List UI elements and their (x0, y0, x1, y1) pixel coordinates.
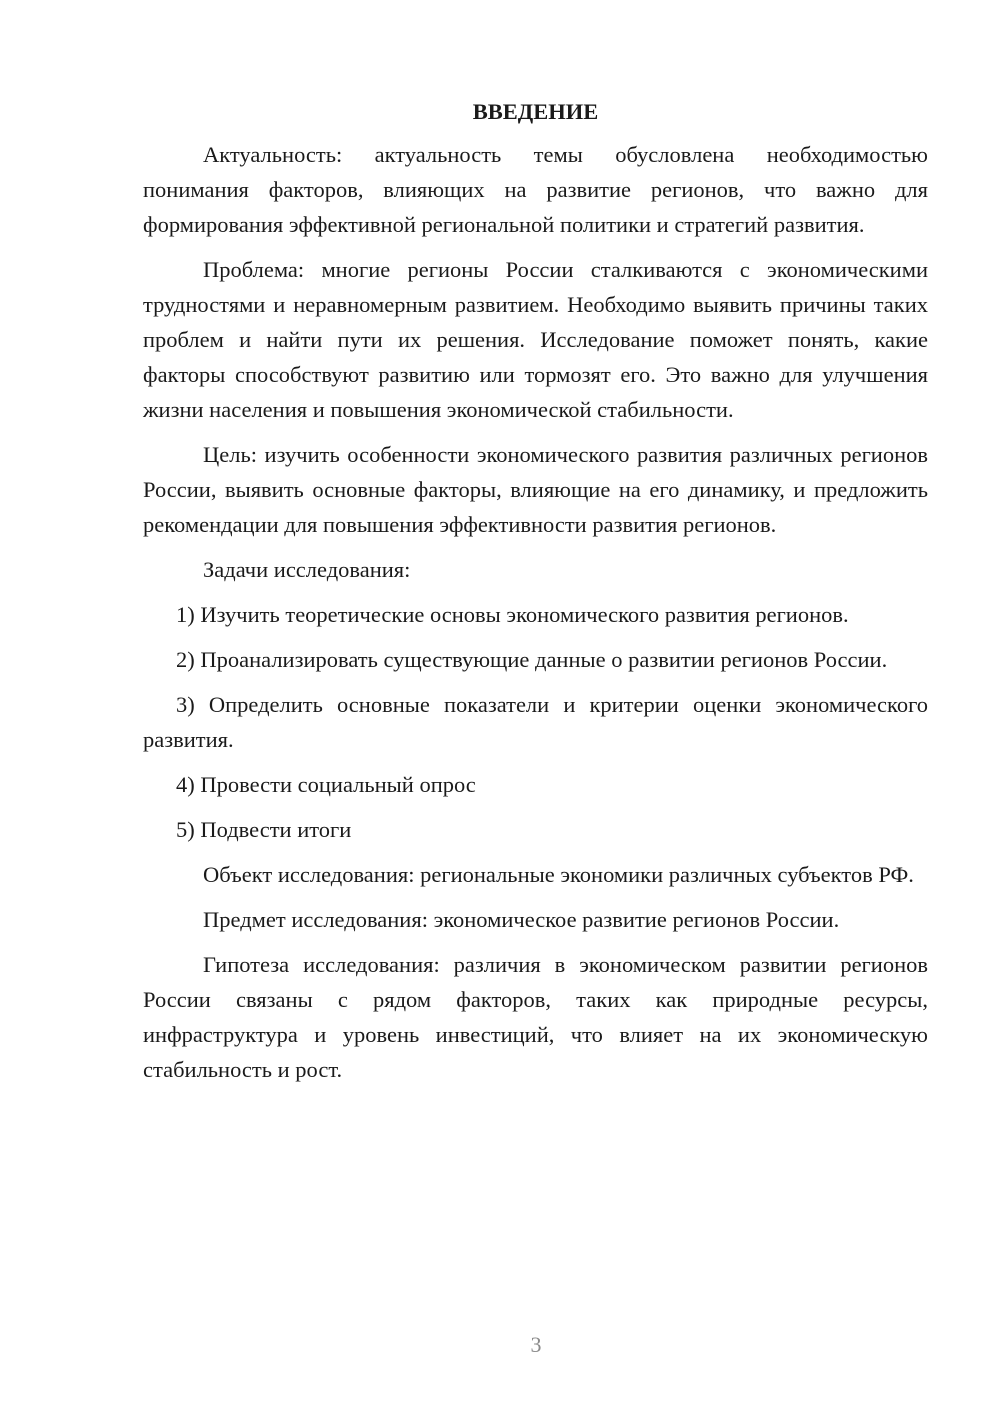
object-paragraph: Объект исследования: региональные экономики различных субъектов РФ. (203, 862, 914, 887)
hypothesis-paragraph: Гипотеза исследования: различия в экономическом развитии регионов России связаны с рядом факторов, таких как природные ресурсы, инфраструктура и уровень инвестиций, что влияет на их экономическую стабильность и рост. (143, 952, 928, 1082)
goal-paragraph: Цель: изучить особенности экономического развития различных регионов России, выявить основные факторы, влияющие на его динамику, и предложить рекомендации для повышения эффективности развития регионов. (143, 442, 928, 537)
task-item-2: 2) Проанализировать существующие данные о развитии регионов России. (176, 647, 888, 672)
task-item-3: 3) Определить основные показатели и критерии оценки экономического развития. (143, 692, 928, 752)
problem-paragraph: Проблема: многие регионы России сталкиваются с экономическими трудностями и неравномерным развитием. Необходимо выявить причины таких проблем и найти пути их решения. Исследование поможет понять, какие факторы способствуют развитию или тормозят его. Это важно для улучшения жизни населения и повышения экономической стабильности. (143, 257, 928, 422)
task-item-4: 4) Провести социальный опрос (176, 772, 476, 797)
page-content (143, 94, 928, 1097)
section-heading: ВВЕДЕНИЕ (472, 99, 599, 124)
page-number: 3 (530, 1332, 542, 1357)
task-item-5: 5) Подвести итоги (176, 817, 352, 842)
tasks-title: Задачи исследования: (203, 557, 411, 582)
subject-paragraph: Предмет исследования: экономическое развитие регионов России. (203, 907, 840, 932)
relevance-paragraph: Актуальность: актуальность темы обусловлена необходимостью понимания факторов, влияющих на развитие регионов, что важно для формирования эффективной региональной политики и стратегий развития. (143, 142, 928, 237)
task-item-1: 1) Изучить теоретические основы экономического развития регионов. (176, 602, 849, 627)
